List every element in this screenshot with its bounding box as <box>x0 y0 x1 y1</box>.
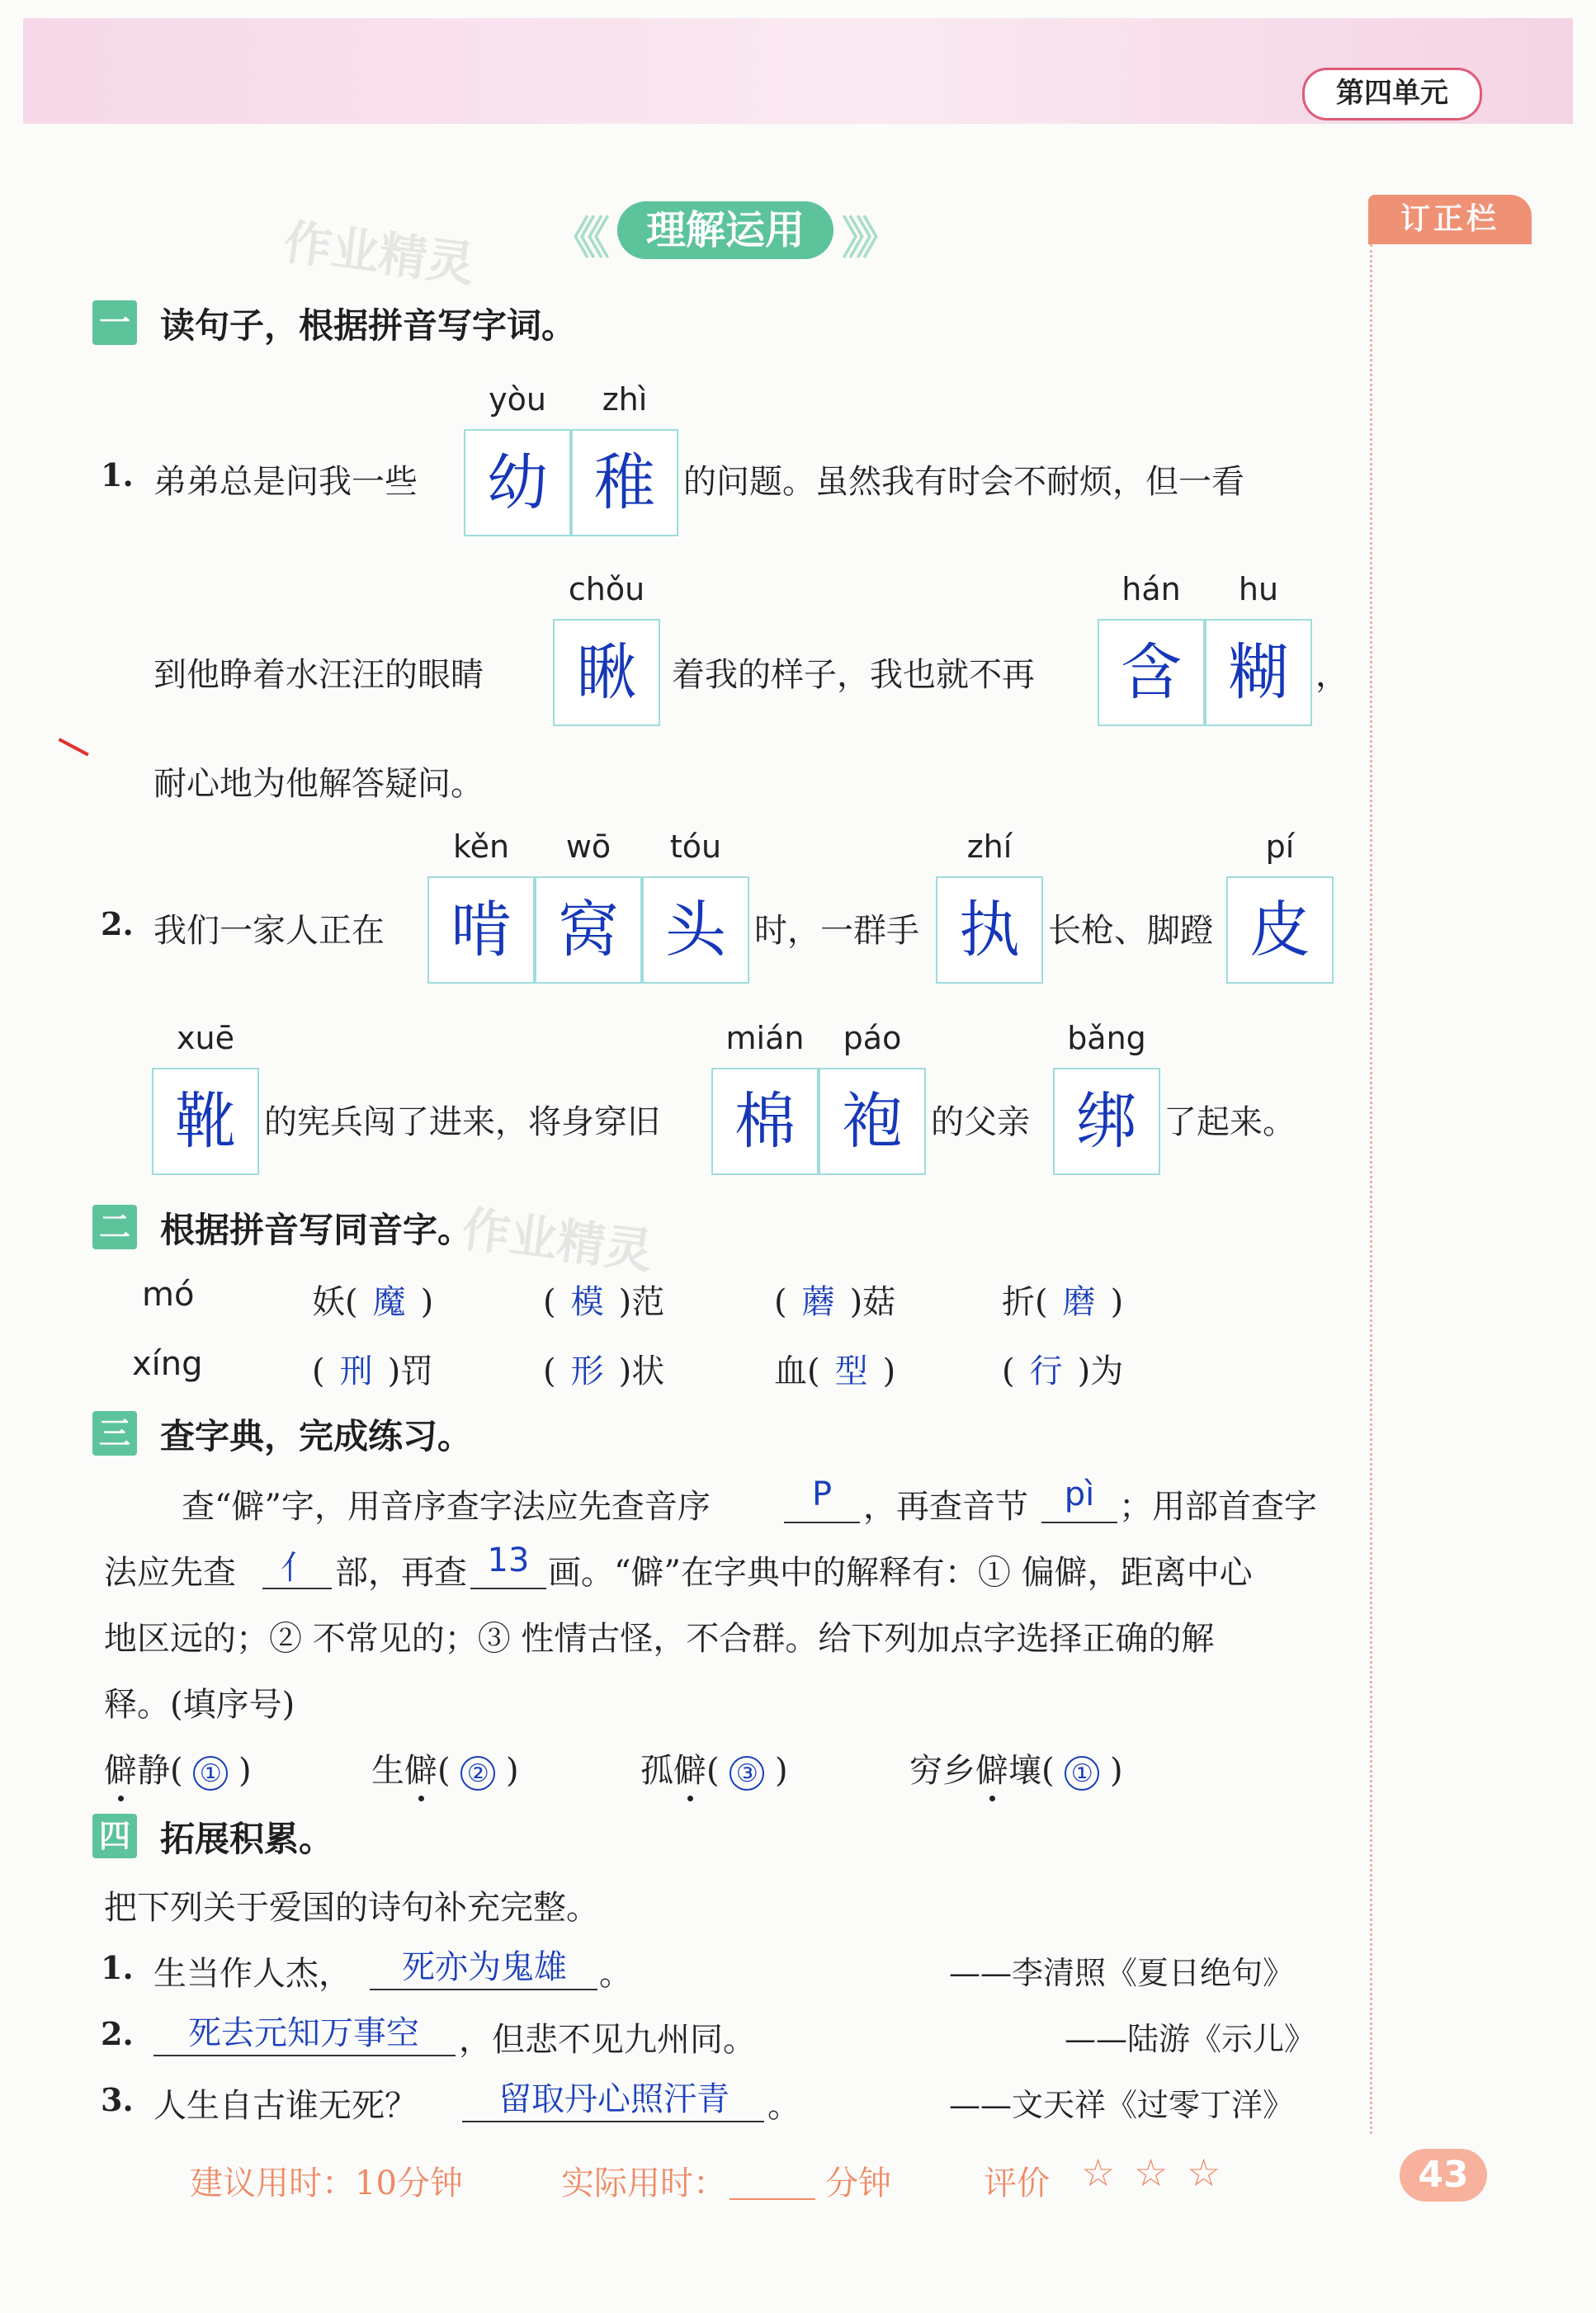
answer-box[interactable]: 靴 <box>152 1068 259 1175</box>
answer-box[interactable]: 瞅 <box>553 619 660 726</box>
choice-item: 孤僻( ③ ) <box>640 1752 788 1790</box>
question-number-1: 一 <box>92 300 137 345</box>
paragraph-text: 查“僻”字，用音序查字法应先查音序 <box>182 1488 711 1526</box>
pinyin: yòu <box>489 381 546 418</box>
sentence-text: 的问题。虽然我有时会不耐烦，但一看 <box>683 463 1244 501</box>
correction-column-divider <box>1370 244 1372 2134</box>
actual-time-label: 实际用时： <box>561 2164 726 2202</box>
answer-box[interactable]: 执 <box>936 876 1043 984</box>
pinyin: wō <box>565 828 611 865</box>
item-number: 2. <box>101 905 134 942</box>
item-number: 3. <box>101 2081 134 2118</box>
poem-source: ——李清照《夏日绝句》 <box>949 1955 1295 1991</box>
pinyin: hu <box>1238 571 1279 607</box>
poem-text: 。 <box>599 1955 632 1993</box>
answer-box[interactable]: 袍 <box>819 1068 926 1175</box>
sentence-text: 到他睁着水汪汪的眼睛 <box>153 656 484 694</box>
sentence-text: 了起来。 <box>1164 1103 1296 1141</box>
homophone-item: 血( 型 ) <box>774 1352 896 1390</box>
poem-source: ——文天祥《过零丁洋》 <box>949 2087 1295 2123</box>
star-icon[interactable]: ☆ <box>1081 2150 1116 2195</box>
instruction-text: 把下列关于爱国的诗句补充完整。 <box>104 1889 599 1927</box>
paragraph-text: 部，再查 <box>335 1554 467 1592</box>
answer-underline <box>1041 1522 1117 1523</box>
answer-box[interactable]: 稚 <box>571 429 678 536</box>
choice-item: 穷乡僻壤( ① ) <box>909 1752 1123 1790</box>
paragraph-text: 画。“僻”在字典中的解释有：① 偏僻，距离中心 <box>548 1554 1253 1592</box>
poem-source: ——陆游《示儿》 <box>1065 2021 1316 2057</box>
question-title-3: 查字典，完成练习。 <box>160 1416 473 1456</box>
red-check-mark <box>50 738 89 772</box>
poem-text: 人生自古谁无死？ <box>153 2087 418 2125</box>
section-title: 理解运用 <box>617 201 833 259</box>
answer-box[interactable]: 皮 <box>1226 876 1334 984</box>
homophone-item: ( 模 )范 <box>543 1283 665 1321</box>
star-icon[interactable]: ☆ <box>1133 2150 1169 2195</box>
pinyin: bǎng <box>1067 1020 1146 1056</box>
answer-underline <box>370 1989 597 1990</box>
paragraph-text: ，再查音节 <box>863 1488 1028 1526</box>
sentence-text: ， <box>1315 656 1348 694</box>
pinyin: zhì <box>602 381 648 418</box>
sentence-text: 长枪、脚蹬 <box>1048 912 1213 950</box>
suggested-time: 建议用时：10分钟 <box>190 2164 463 2202</box>
paragraph-text: ；用部首查字 <box>1119 1488 1317 1526</box>
poem-answer[interactable]: 死亦为鬼雄 <box>402 1948 567 1986</box>
paragraph-text: 地区远的；② 不常见的；③ 性情古怪，不合群。给下列加点字选择正确的解 <box>104 1620 1215 1658</box>
question-title-2: 根据拼音写同音字。 <box>160 1210 473 1250</box>
item-number: 1. <box>101 1949 134 1986</box>
pinyin: páo <box>843 1020 902 1056</box>
answer-box[interactable]: 窝 <box>535 876 642 984</box>
pinyin: mián <box>725 1020 805 1056</box>
answer-blank[interactable]: pì <box>1064 1475 1095 1513</box>
pinyin: zhí <box>966 828 1013 865</box>
pinyin: kěn <box>452 828 510 865</box>
correction-column-tag: 订正栏 <box>1368 195 1532 244</box>
homophone-item: ( 蘑 )菇 <box>774 1283 896 1321</box>
paragraph-text: 法应先查 <box>104 1554 236 1592</box>
page-number: 43 <box>1400 2149 1487 2202</box>
watermark: 作业精灵 <box>281 214 478 293</box>
pinyin: xuē <box>177 1020 234 1056</box>
answer-underline <box>784 1522 860 1523</box>
watermark: 作业精灵 <box>459 1201 656 1280</box>
poem-text: ，但悲不见九州同。 <box>459 2021 756 2059</box>
pinyin: tóu <box>669 828 722 865</box>
homophone-item: 妖( 魔 ) <box>312 1283 434 1321</box>
star-icon[interactable]: ☆ <box>1186 2150 1221 2195</box>
choice-item: 僻静( ① ) <box>104 1752 252 1790</box>
sentence-text: 耐心地为他解答疑问。 <box>153 765 484 803</box>
question-title-4: 拓展积累。 <box>160 1819 334 1859</box>
homophone-item: ( 形 )状 <box>543 1352 665 1390</box>
poem-answer[interactable]: 死去元知万事空 <box>188 2014 419 2052</box>
paragraph-text: 释。(填序号) <box>104 1686 295 1724</box>
answer-box[interactable]: 绑 <box>1053 1068 1160 1175</box>
rating-label: 评价 <box>984 2164 1050 2202</box>
answer-underline <box>462 2121 764 2122</box>
rating-stars[interactable] <box>1073 2150 1221 2195</box>
item-number: 1. <box>101 456 134 493</box>
answer-box[interactable]: 糊 <box>1205 619 1312 726</box>
unit-badge: 第四单元 <box>1302 68 1482 120</box>
pinyin-row-label: mó <box>142 1276 195 1314</box>
chevron-right-icon: 》》 <box>842 212 892 264</box>
answer-underline <box>470 1588 546 1589</box>
poem-answer[interactable]: 留取丹心照汗青 <box>498 2080 730 2118</box>
sentence-text: 的宪兵闯了进来，将身穿旧 <box>264 1103 660 1141</box>
actual-time-unit: 分钟 <box>825 2164 891 2202</box>
answer-box[interactable]: 啃 <box>427 876 535 984</box>
sentence-text: 我们一家人正在 <box>153 912 385 950</box>
section-title-banner <box>551 198 898 269</box>
sentence-text: 弟弟总是问我一些 <box>153 463 418 501</box>
question-number-3: 三 <box>92 1411 137 1456</box>
sentence-text: 时，一群手 <box>754 912 919 950</box>
pinyin: pí <box>1265 828 1295 865</box>
answer-underline <box>262 1588 332 1589</box>
answer-blank[interactable]: P <box>811 1475 833 1513</box>
pinyin: chǒu <box>568 571 645 607</box>
poem-text: 生当作人杰， <box>153 1955 352 1993</box>
question-title-1: 读句子，根据拼音写字词。 <box>160 305 577 346</box>
question-number-2: 二 <box>92 1205 137 1249</box>
answer-box[interactable]: 头 <box>642 876 749 984</box>
answer-blank[interactable]: 亻 <box>281 1549 314 1587</box>
question-number-4: 四 <box>92 1814 137 1858</box>
choice-item: 生僻( ② ) <box>371 1752 519 1790</box>
actual-time-blank[interactable] <box>730 2198 815 2200</box>
poem-text: 。 <box>767 2087 800 2125</box>
pinyin: hán <box>1121 571 1181 607</box>
answer-underline <box>153 2055 456 2056</box>
item-number: 2. <box>101 2015 134 2052</box>
homophone-item: ( 刑 )罚 <box>312 1352 434 1390</box>
answer-box[interactable]: 棉 <box>711 1068 819 1175</box>
pinyin-row-label: xíng <box>132 1345 203 1383</box>
homophone-item: 折( 磨 ) <box>1002 1283 1124 1321</box>
chevron-left-icon: 《《 <box>551 212 602 264</box>
answer-box[interactable]: 幼 <box>464 429 571 536</box>
answer-blank[interactable]: 13 <box>487 1541 530 1579</box>
answer-box[interactable]: 含 <box>1098 619 1205 726</box>
homophone-item: ( 行 )为 <box>1002 1352 1124 1390</box>
sentence-text: 的父亲 <box>931 1103 1030 1141</box>
sentence-text: 着我的样子，我也就不再 <box>672 656 1035 694</box>
